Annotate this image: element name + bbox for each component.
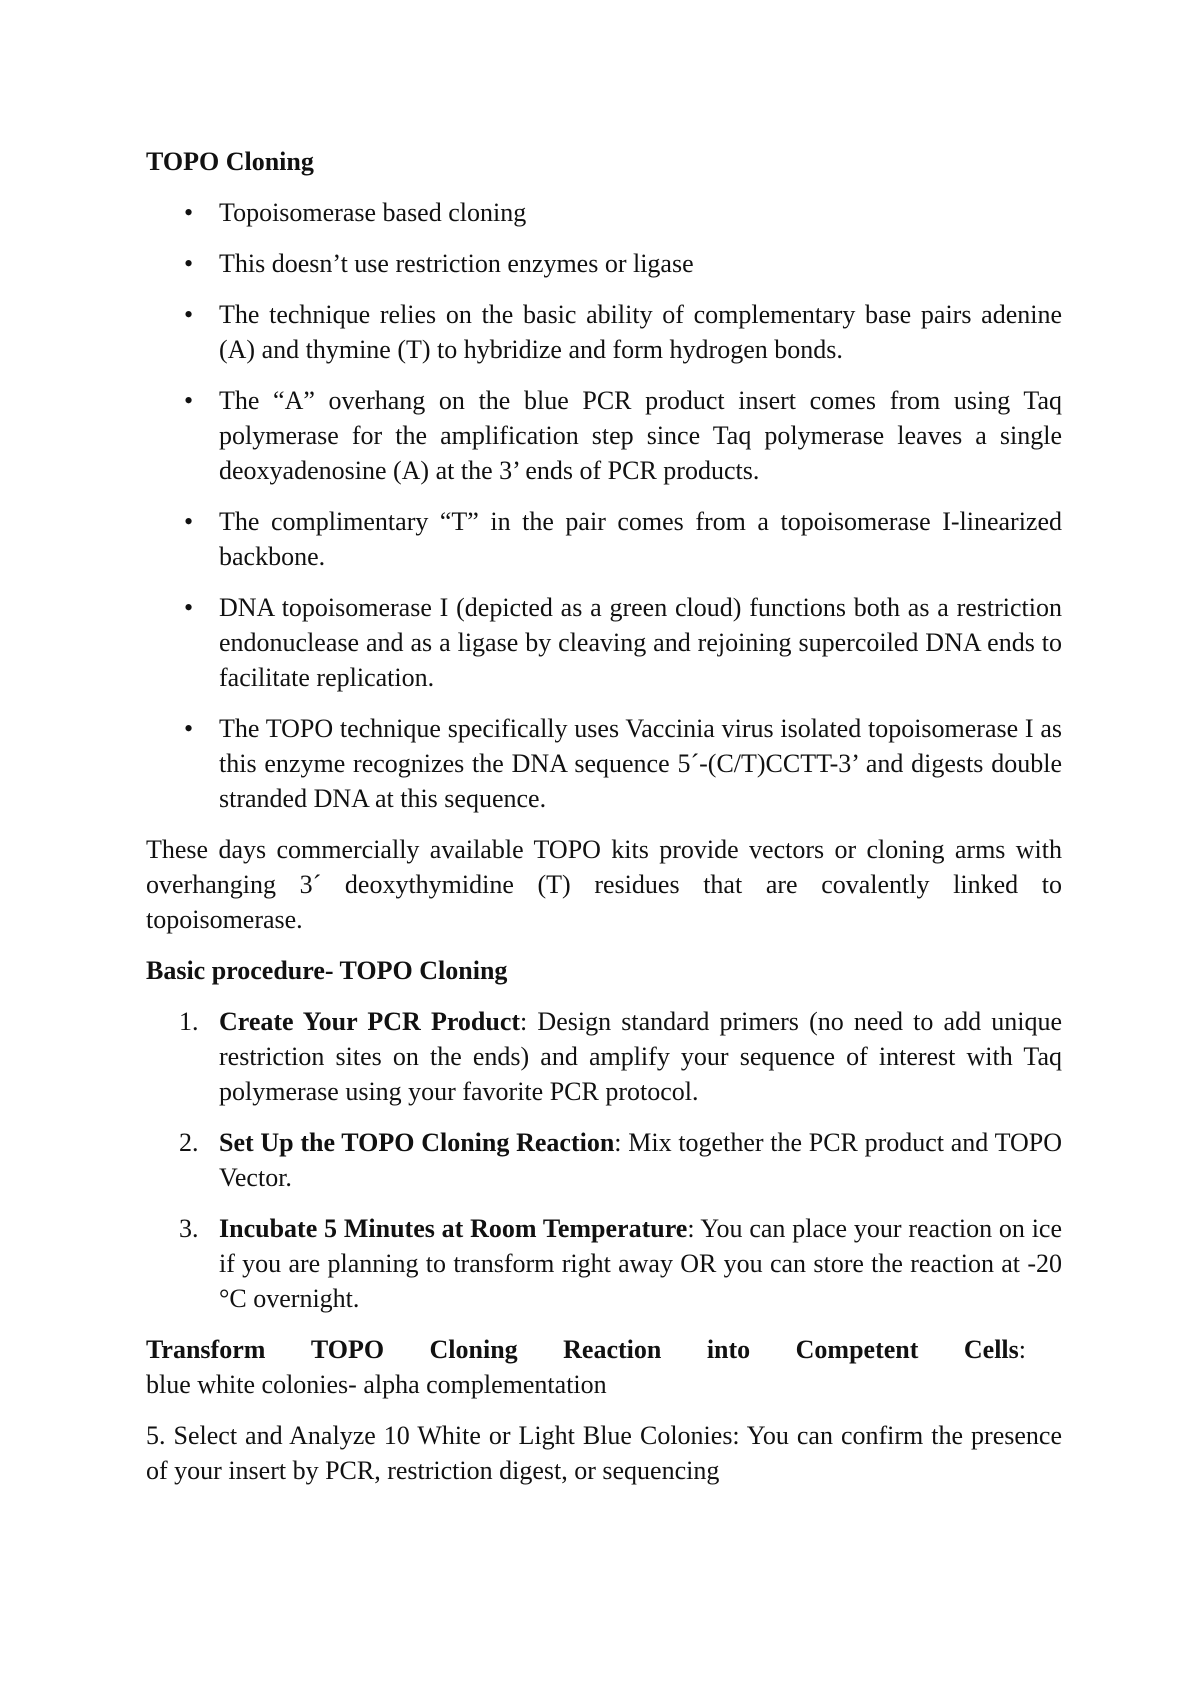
step-text: : Mix together the PCR product and TOPO Vector. xyxy=(219,1128,1062,1192)
bullet-list xyxy=(146,195,1062,816)
bullet-icon: • xyxy=(184,593,194,622)
transform-subline: blue white colonies- alpha complementation xyxy=(146,1370,607,1399)
procedure-step xyxy=(146,1125,1062,1195)
final-paragraph: 5. Select and Analyze 10 White or Light Blue Colonies: You can confirm the presence of your insert by PCR, restriction digest, or sequencing xyxy=(146,1421,1062,1485)
bullet-icon: • xyxy=(184,714,194,743)
step-title: Incubate 5 Minutes at Room Temperature xyxy=(219,1214,688,1243)
list-item: • The technique relies on the basic ability of complementary base pairs adenine (A) and thymine (T) to hybridize and form hydrogen bonds. xyxy=(146,297,1062,367)
intro-paragraph: These days commercially available TOPO kits provide vectors or cloning arms with overhanging 3´ deoxythymidine (T) residues that are covalently linked to topoisomerase. xyxy=(146,835,1062,934)
step-title: Set Up the TOPO Cloning Reaction xyxy=(219,1128,615,1157)
list-item: • The TOPO technique specifically uses Vaccinia virus isolated topoisomerase I as this enzyme recognizes the DNA sequence 5´-(C/T)CCTT-3’ and digests double stranded DNA at this sequence. xyxy=(146,711,1062,816)
list-item: • This doesn’t use restriction enzymes or ligase xyxy=(146,246,1062,281)
list-item: • Topoisomerase based cloning xyxy=(146,195,1062,230)
procedure-step xyxy=(146,1211,1062,1316)
bullet-icon: • xyxy=(184,386,194,415)
bullet-icon: • xyxy=(184,300,194,329)
step-number: 3. xyxy=(179,1214,199,1243)
transform-section xyxy=(146,1332,1062,1402)
procedure-steps xyxy=(146,1004,1062,1316)
document-page xyxy=(146,144,1062,1504)
step-number: 2. xyxy=(179,1128,199,1157)
step-title: Create Your PCR Product xyxy=(219,1007,521,1036)
step-text: : Design standard primers (no need to add unique restriction sites on the ends) and amplify your sequence of interest with Taq polymerase using your favorite PCR protocol. xyxy=(219,1007,1062,1106)
bullet-icon: • xyxy=(184,507,194,536)
list-item: • The complimentary “T” in the pair comes from a topoisomerase I-linearized backbone. xyxy=(146,504,1062,574)
list-item: • The “A” overhang on the blue PCR product insert comes from using Taq polymerase for the amplification step since Taq polymerase leaves a single deoxyadenosine (A) at the 3’ ends of PCR products. xyxy=(146,383,1062,488)
procedure-step xyxy=(146,1004,1062,1109)
step-number: 1. xyxy=(179,1007,199,1036)
bullet-icon: • xyxy=(184,198,194,227)
step-text: : You can place your reaction on ice if you are planning to transform right away OR you can store the reaction at -20 °C overnight. xyxy=(219,1214,1062,1313)
procedure-heading: Basic procedure- TOPO Cloning xyxy=(146,956,508,985)
bullet-icon: • xyxy=(184,249,194,278)
list-item: • DNA topoisomerase I (depicted as a green cloud) functions both as a restriction endonuclease and as a ligase by cleaving and rejoining supercoiled DNA ends to facilitate replication. xyxy=(146,590,1062,695)
transform-heading: Transform TOPO Cloning Reaction into Competent Cells: xyxy=(146,1335,1026,1364)
page-title: TOPO Cloning xyxy=(146,147,314,176)
